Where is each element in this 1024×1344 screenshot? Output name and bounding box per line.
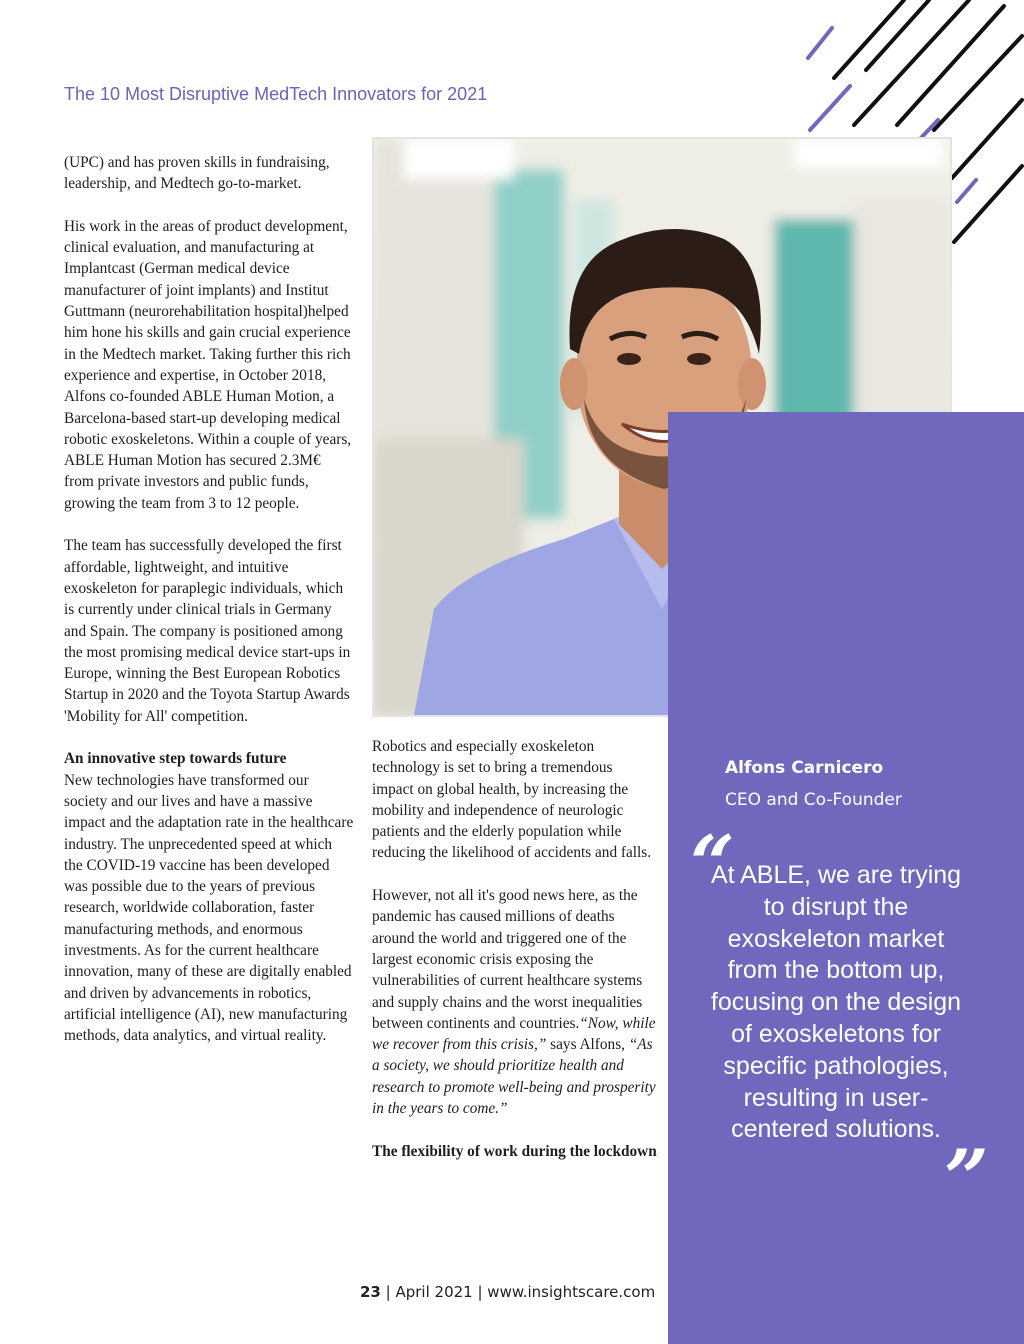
section-heading: The flexibility of work during the lockdown <box>372 1142 657 1160</box>
section-heading: An innovative step towards future <box>64 750 287 768</box>
paragraph: Robotics and especially exoskeleton technology is set to bring a tremendous impact on global health, by increasing the mobility and independence of neurologic patients and the elderly population while reducing the likelihood of accidents and falls. <box>372 738 652 862</box>
page-number: 23 <box>360 1283 381 1301</box>
pull-quote: At ABLE, we are trying to disrupt the exoskeleton market from the bottom up, focusing on the design of exoskeletons for specific pathologies, resulting in user-centered solutions. <box>710 861 962 1144</box>
paragraph: New technologies have transformed our society and our lives and have a massive impact and the adaptation rate in the healthcare industry. The unprecedented speed at which the COVID-19 vaccine has been developed was possible due to the years of previous research, worldwide collaboration, faster manufacturing methods, and enormous investments. As for the current healthcare innovation, many of these are digitally enabled and driven by advancements in robotics, artificial intelligence (AI), new manufacturing methods, data analytics, and virtual reality. <box>64 771 354 1045</box>
page-footer <box>360 1283 655 1301</box>
paragraph: His work in the areas of product development, clinical evaluation, and manufacturing at Implantcast (German medical device manufacturer of joint implants) and Institut Guttmann (neurorehabilitation hospital)helped him hone his skills and gain crucial experience in the Medtech market. Taking further this rich experience and expertise, in October 2018, Alfons co-founded ABLE Human Motion, a Barcelona-based start-up developing medical robotic exoskeletons. Within a couple of years, ABLE Human Motion has secured 2.3M€ from private investors and public funds, growing the team from 3 to 12 people. <box>64 217 352 512</box>
paragraph: (UPC) and has proven skills in fundraising, leadership, and Medtech go-to-market. <box>64 154 330 193</box>
paragraph <box>372 885 657 1119</box>
website-link[interactable]: www.insightscare.com <box>487 1283 656 1301</box>
profile-panel-accent <box>952 412 1024 718</box>
quote-close-icon: ” <box>944 1133 989 1224</box>
footer-separator: | <box>472 1283 488 1301</box>
paragraph-text: However, not all it's good news here, as the pandemic has caused millions of deaths around the world and triggered one of the largest economic crisis exposing the vulnerabilities of current healthcare systems and supply chains and the worst inequalities between continents and countries. <box>372 887 643 1032</box>
paragraph-text: says Alfons, <box>546 1036 629 1054</box>
quote-text: “Now, while we recover from this crisis,” <box>372 1014 656 1054</box>
issue-date: April 2021 <box>395 1283 473 1301</box>
paragraph: The team has successfully developed the first affordable, lightweight, and intuitive exoskeleton for paraplegic individuals, which is currently under clinical trials in Germany and Spain. The company is positioned among the most promising medical device start-ups in Europe, winning the Best European Robotics Startup in 2020 and the Toyota Startup Awards 'Mobility for All' competition. <box>64 537 351 725</box>
page-header-title: The 10 Most Disruptive MedTech Innovators for 2021 <box>64 84 488 104</box>
profile-role: CEO and Co-Founder <box>725 790 902 810</box>
quote-open-icon: “ <box>690 819 735 910</box>
footer-separator: | <box>380 1283 396 1301</box>
article-column-middle <box>372 736 657 1162</box>
profile-name: Alfons Carnicero <box>725 758 884 778</box>
article-column-left <box>64 152 354 1068</box>
quote-text: “As a society, we should prioritize health and research to promote well-being and prosperity in the years to come.” <box>372 1036 656 1118</box>
